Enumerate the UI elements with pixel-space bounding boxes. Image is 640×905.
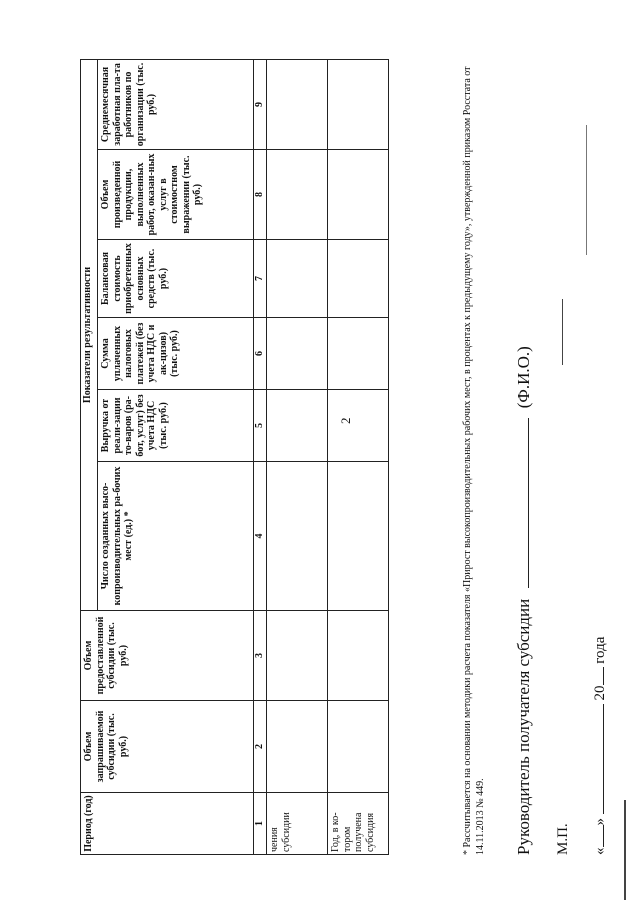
landscape-page — [80, 60, 625, 855]
table-cell — [328, 462, 389, 611]
col-number: 5 — [254, 390, 267, 462]
table-cell — [267, 611, 328, 701]
col-number: 4 — [254, 462, 267, 611]
col-number: 9 — [254, 59, 267, 149]
stray-line — [562, 299, 563, 365]
table-cell — [267, 59, 328, 149]
table-row — [328, 59, 389, 854]
table-cell — [267, 462, 328, 611]
col-number: 8 — [254, 150, 267, 240]
scan-edge-mark — [624, 800, 626, 900]
signature-line — [528, 418, 529, 588]
signature-block — [514, 60, 534, 855]
col-number: 7 — [254, 240, 267, 318]
col-header-requested-subsidy: Объем запрашиваемой субсидии (тыс. руб.) — [81, 701, 254, 793]
table-cell — [328, 150, 389, 240]
table-cell — [328, 59, 389, 149]
table-cell — [267, 150, 328, 240]
page-number: 2 — [338, 417, 353, 424]
col-number: 3 — [254, 611, 267, 701]
table-row — [267, 59, 328, 854]
col-number: 2 — [254, 701, 267, 793]
table-cell — [328, 240, 389, 318]
table-cell — [267, 390, 328, 462]
day-blank — [603, 826, 604, 848]
col-header-revenue: Выручка от реали-зации то-варов (ра-бот, услуг) без учета НДС (тыс. руб.) — [98, 390, 254, 462]
col-header-provided-subsidy: Объем предоставленной субсидии (тыс. руб.) — [81, 611, 254, 701]
table-cell — [267, 240, 328, 318]
col-header-jobs: Число созданных высо-копроизводительных ра-бочих мест (ед.) * — [98, 462, 254, 611]
footnote: * Рассчитывается на основании методики расчета показателя «Прирост высокопроизводительных рабочих мест, в процентах к предыдущему году», утвержденной приказом Росстата от 14.11.2013 № 449. — [462, 66, 486, 855]
month-blank — [603, 704, 604, 814]
date-open-quote: « — [592, 847, 608, 855]
stray-line — [586, 125, 587, 255]
col-number: 6 — [254, 318, 267, 390]
col-header-avg-salary: Среднемесячная заработная пла-та работников по организации (тыс. руб.) — [98, 59, 254, 149]
results-table — [80, 59, 389, 855]
table-cell — [328, 611, 389, 701]
year-blank — [603, 668, 604, 686]
date-close-quote: » — [592, 818, 608, 826]
group-header-results: Показатели результативности — [81, 59, 98, 610]
row-label: Год, в ко-тором получена субсидия — [328, 793, 389, 855]
col-header-production-volume: Объем произведенной продукции, выполненных работ, оказан-ных услуг в стоимостном выражении (тыс. руб.) — [98, 150, 254, 240]
table-cell — [328, 390, 389, 462]
table-cell — [267, 318, 328, 390]
date-line — [592, 637, 609, 855]
col-number: 1 — [254, 793, 267, 855]
column-numbers-row — [254, 59, 267, 854]
signature-label: Руководитель получателя субсидии — [514, 598, 533, 855]
stamp-label: М.П. — [555, 823, 571, 855]
table-cell — [328, 701, 389, 793]
year-suffix: года — [592, 636, 608, 664]
col-header-taxes: Сумма уплаченных налоговых платежей (без учета НДС и ак-цизов) (тыс. руб.) — [98, 318, 254, 390]
table-cell — [328, 318, 389, 390]
col-header-fixed-assets: Балансовая стоимость приобретенных основных средств (тыс. руб.) — [98, 240, 254, 318]
row-label: чения субсидии — [267, 793, 328, 855]
col-header-period: Период (год) — [81, 793, 254, 855]
signature-fio: (Ф.И.О.) — [514, 346, 533, 409]
year-prefix: 20 — [592, 685, 608, 701]
table-cell — [267, 701, 328, 793]
